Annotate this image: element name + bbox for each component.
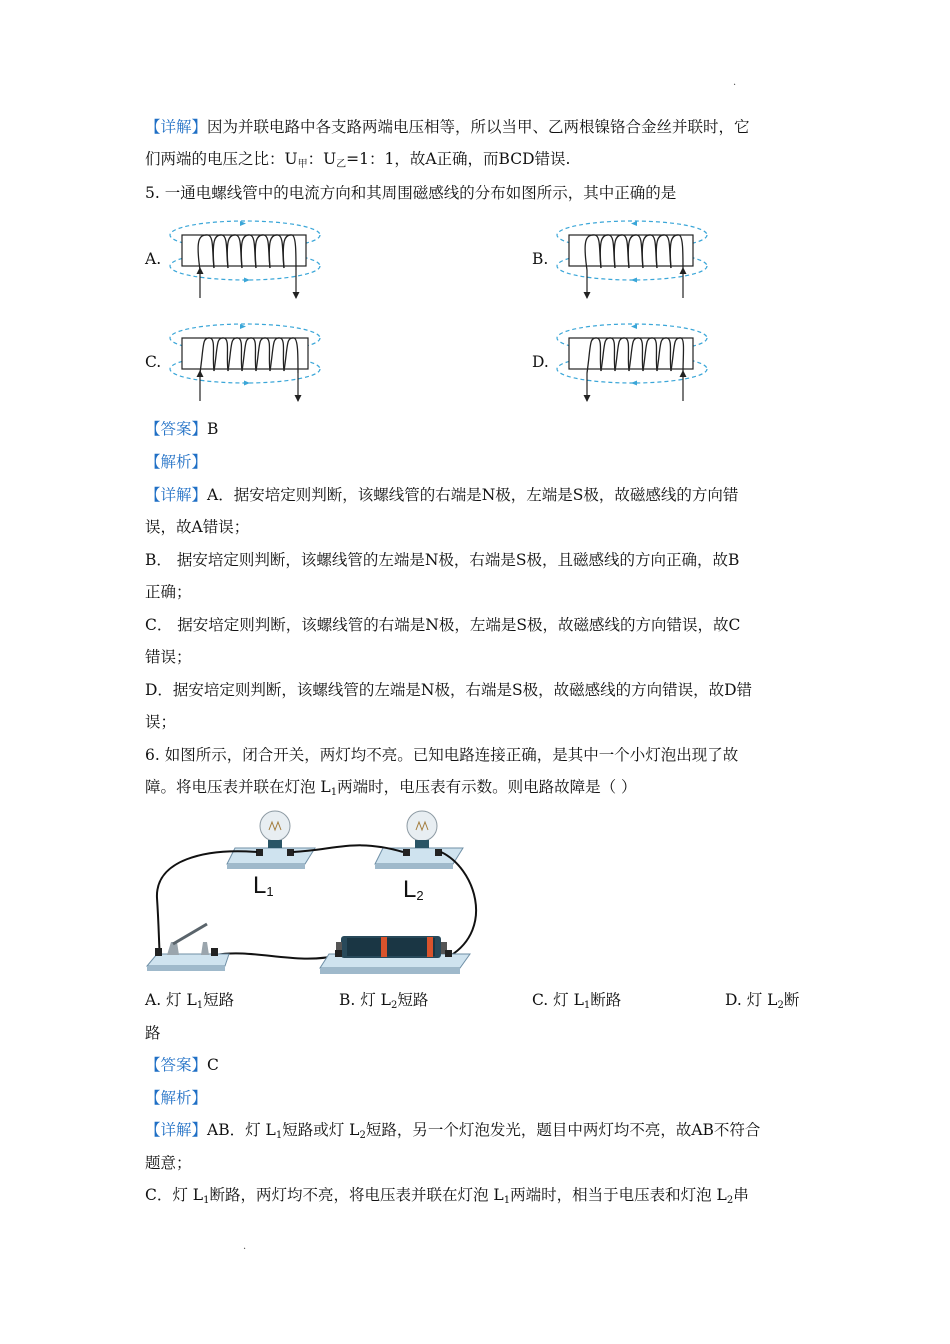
- q4-detail-line2: [145, 148, 570, 176]
- q5-option-b-label: B.: [532, 250, 549, 268]
- solenoid-diagram-d: [555, 315, 715, 407]
- lamp-label-l2: [403, 876, 424, 910]
- text: 短路或灯 L: [282, 1121, 360, 1139]
- q5-detail-c1: C． 据安培定则判断，该螺线管的右端是N极，左端是S极，故磁感线的方向错误，故C: [145, 616, 741, 634]
- q5-detail-c2: 错误；: [145, 648, 192, 666]
- q5-detail-b2: 正确；: [145, 583, 192, 601]
- text: C．灯 L: [145, 1186, 204, 1204]
- q6-stem-line1: 6. 如图所示，闭合开关，两灯均不亮。已知电路连接正确，是其中一个小灯泡出现了故: [145, 746, 739, 764]
- text: 串: [733, 1186, 749, 1204]
- answer-value: B: [207, 420, 219, 438]
- detail-tag: 【详解】: [145, 486, 208, 504]
- text: B. 灯 L: [339, 991, 391, 1009]
- text: 障。将电压表并联在灯泡 L: [145, 778, 331, 796]
- subscript: 2: [416, 888, 424, 903]
- text: 断路，两灯均不亮，将电压表并联在灯泡 L: [209, 1186, 504, 1204]
- subscript: 1: [330, 787, 338, 798]
- q6-stem-line2: [145, 776, 637, 804]
- detail-tag: 【详解】: [145, 1121, 208, 1139]
- q5-option-d-label: D.: [532, 353, 549, 371]
- text: 断路: [590, 991, 622, 1009]
- text: 们两端的电压之比：U: [145, 150, 298, 168]
- subscript: 1: [196, 1000, 204, 1011]
- subscript: 1: [503, 1195, 511, 1206]
- text: 因为并联电路中各支路两端电压相等，所以当甲、乙两根镍铬合金丝并联时，它: [207, 118, 750, 136]
- q5-detail-d2: 误；: [145, 713, 177, 731]
- lamp-label-l1: [253, 872, 274, 906]
- solenoid-diagram-a: [168, 212, 328, 304]
- subscript: 2: [359, 1130, 366, 1141]
- text: L: [253, 872, 267, 899]
- q6-option-c: [532, 989, 621, 1017]
- q6-option-d-wrap: 路: [145, 1024, 161, 1042]
- q6-option-a: [145, 989, 234, 1017]
- q6-answer: [145, 1054, 219, 1076]
- text: AB．灯 L: [207, 1121, 276, 1139]
- solenoid-diagram-b: [555, 212, 715, 304]
- circuit-diagram: [145, 808, 490, 978]
- text: A. 灯 L: [145, 991, 197, 1009]
- text: D. 灯 L: [725, 991, 778, 1009]
- q5-option-a-label: A.: [145, 250, 162, 268]
- q5-detail-a1: [145, 484, 738, 506]
- q5-detail-d1: D．据安培定则判断，该螺线管的左端是N极，右端是S极，故磁感线的方向错误，故D错: [145, 681, 753, 699]
- q5-analysis: [145, 451, 207, 473]
- q6-detail-ab: [145, 1119, 760, 1147]
- q6-option-b: [339, 989, 428, 1017]
- analysis-tag: 【解析】: [145, 1089, 208, 1107]
- subscript: 1: [275, 1130, 283, 1141]
- q5-detail-a2: 误，故A错误；: [145, 518, 250, 536]
- text: 两端时，电压表有示数。则电路故障是（ ）: [337, 778, 637, 796]
- q5-stem: 5. 一通电螺线管中的电流方向和其周围磁感线的分布如图所示，其中正确的是: [145, 184, 677, 202]
- q6-option-d: [725, 989, 799, 1017]
- text: C. 灯 L: [532, 991, 584, 1009]
- q5-option-c-label: C.: [145, 353, 162, 371]
- analysis-tag: 【解析】: [145, 453, 208, 471]
- text: 断: [783, 991, 800, 1009]
- q5-detail-b1: B． 据安培定则判断，该螺线管的左端是N极，右端是S极，且磁感线的方向正确，故B: [145, 551, 740, 569]
- solenoid-diagram-c: [168, 315, 328, 407]
- text: 短路: [203, 991, 235, 1009]
- q6-detail-c: [145, 1184, 749, 1212]
- answer-value: C: [207, 1056, 219, 1074]
- text: 短路: [397, 991, 429, 1009]
- subscript: 乙: [336, 159, 347, 170]
- text: =1：1，故A正确，而BCD错误.: [346, 150, 571, 168]
- subscript: 1: [583, 1000, 591, 1011]
- text: A．据安培定则判断，该螺线管的右端是N极，左端是S极，故磁感线的方向错: [207, 486, 739, 504]
- subscript: 2: [726, 1195, 734, 1206]
- corner-dot: ·: [733, 80, 737, 91]
- q5-answer: [145, 418, 218, 440]
- subscript: 2: [390, 1000, 398, 1011]
- answer-tag: 【答案】: [145, 1056, 208, 1074]
- text: L: [403, 876, 417, 903]
- subscript: 甲: [297, 159, 308, 170]
- answer-tag: 【答案】: [145, 420, 208, 438]
- detail-tag: 【详解】: [145, 118, 208, 136]
- text: 短路，另一个灯泡发光，题目中两灯均不亮，故AB不符合: [365, 1121, 761, 1139]
- q4-detail-line1: [145, 116, 750, 138]
- text: 两端时，相当于电压表和灯泡 L: [510, 1186, 727, 1204]
- footer-dot: ·: [243, 1244, 247, 1255]
- subscript: 1: [203, 1195, 210, 1206]
- subscript: 1: [266, 884, 274, 899]
- q6-detail-ab-wrap: 题意；: [145, 1154, 192, 1172]
- text: ：U: [307, 150, 337, 168]
- q6-analysis: [145, 1087, 207, 1109]
- subscript: 2: [777, 1000, 784, 1011]
